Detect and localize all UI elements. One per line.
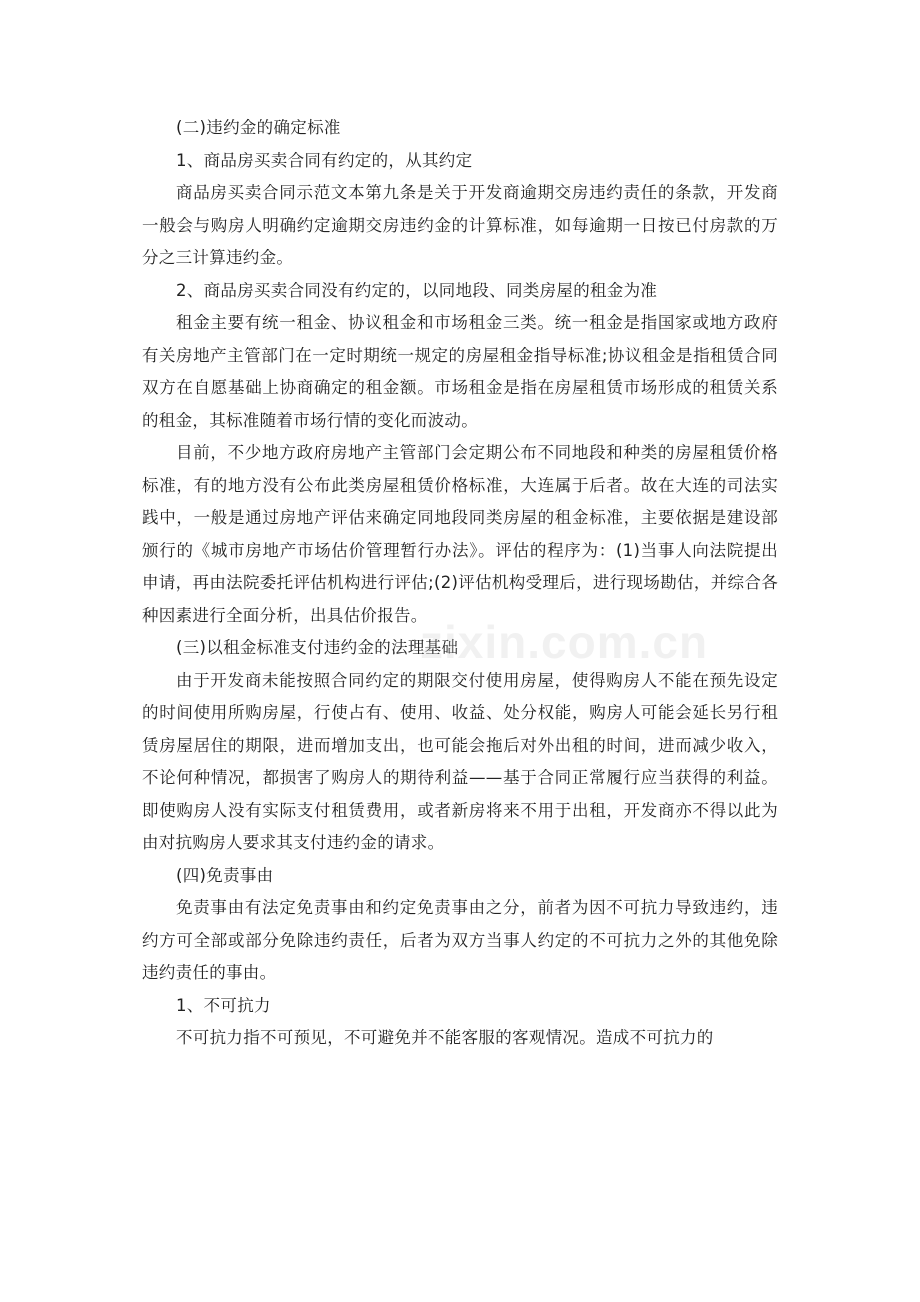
paragraph-model-text: 商品房买卖合同示范文本第九条是关于开发商逾期交房违约责任的条款，开发商一般会与购房人明确约定逾期交房违约金的计算标准，如每逾期一日按已付房款的万分之三计算违约金。 (142, 183, 778, 267)
subheading-force-majeure: 1、不可抗力 (176, 995, 271, 1015)
paragraph-dalian-practice: 目前，不少地方政府房地产主管部门会定期公布不同地段和种类的房屋租赁价格标准，有的地方没有公布此类房屋租赁价格标准，大连属于后者。故在大连的司法实践中，一般是通过房地产评估来确定同地段同类房屋的租金标准，主要依据是建设部颁行的《城市房地产市场估价管理暂行办法》。评估的程序为：(1)当事人向法院提出申请，再由法院委托评估机构进行评估;(2)评估机构受理后，进行现场勘估，并综合各种因素进行全面分析，出具估价报告。 (142, 443, 778, 625)
document-body (142, 112, 778, 1055)
section-heading-3: (三)以租金标准支付违约金的法理基础 (176, 638, 459, 657)
watermark-text: zixin.com.cn (420, 616, 709, 668)
paragraph-exemption: 免责事由有法定免责事由和约定免责事由之分，前者为因不可抗力导致违约，违约方可全部或部分免除违约责任，后者为双方当事人约定的不可抗力之外的其他免除违约责任的事由。 (142, 898, 778, 982)
subheading-no-agreement: 2、商品房买卖合同没有约定的，以同地段、同类房屋的租金为准 (176, 280, 658, 300)
section-heading-4: (四)免责事由 (176, 865, 274, 885)
paragraph-legal-basis: 由于开发商未能按照合同约定的期限交付使用房屋，使得购房人不能在预先设定的时间使用所购房屋，行使占有、使用、收益、处分权能，购房人可能会延长另行租赁房屋居住的期限，进而增加支出，也可能会拖后对外出租的时间，进而减少收入，不论何种情况，都损害了购房人的期待利益——基于合同正常履行应当获得的利益。即使购房人没有实际支付租赁费用，或者新房将来不用于出租，开发商亦不得以此为由对抗购房人要求其支付违约金的请求。 (142, 670, 778, 852)
paragraph-rent-types: 租金主要有统一租金、协议租金和市场租金三类。统一租金是指国家或地方政府有关房地产主管部门在一定时期统一规定的房屋租金指导标准;协议租金是指租赁合同双方在自愿基础上协商确定的租金额。市场租金是指在房屋租赁市场形成的租赁关系的租金，其标准随着市场行情的变化而波动。 (142, 313, 778, 430)
paragraph-force-majeure: 不可抗力指不可预见，不可避免并不能客服的客观情况。造成不可抗力的 (176, 1028, 714, 1047)
section-heading-2: (二)违约金的确定标准 (176, 118, 341, 137)
subheading-contract-agreed: 1、商品房买卖合同有约定的，从其约定 (176, 150, 473, 170)
